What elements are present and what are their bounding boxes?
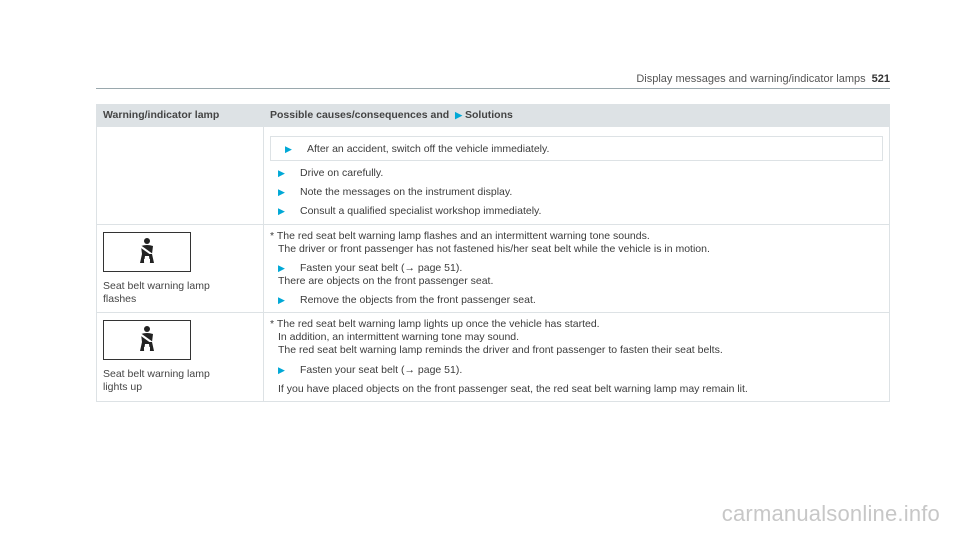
header-divider xyxy=(96,88,890,89)
bullet-text: Drive on carefully. xyxy=(300,167,384,180)
play-arrow-icon: ▶ xyxy=(278,295,285,305)
list-item xyxy=(270,186,883,199)
list-item xyxy=(270,167,883,180)
play-arrow-icon: ▶ xyxy=(278,262,285,273)
cause-text: * The red seat belt warning lamp lights up once the vehicle has started. xyxy=(270,318,600,331)
page-reference[interactable]: page 51). xyxy=(417,363,463,376)
lamp-label-line: Seat belt warning lamp xyxy=(103,368,210,381)
cause-text: In addition, an intermittent warning tone may sound. xyxy=(278,331,520,344)
lamp-cell xyxy=(97,313,264,402)
play-arrow-icon: ▶ xyxy=(285,144,292,155)
table-row xyxy=(97,313,890,402)
list-item xyxy=(270,364,883,377)
col-header-suffix: Solutions xyxy=(465,109,513,121)
table-row xyxy=(97,224,890,313)
bullet-text: Remove the objects from the front passenger seat. xyxy=(300,294,536,306)
play-arrow-icon: ▶ xyxy=(278,187,285,198)
reference-arrow-icon: → xyxy=(404,261,418,274)
running-header xyxy=(636,73,890,87)
solutions-cell xyxy=(264,127,890,224)
cause-text: If you have placed objects on the front passenger seat, the red seat belt warning lamp may remain lit. xyxy=(278,382,748,395)
bullet-text: Note the messages on the instrument display. xyxy=(300,186,513,199)
lamp-label xyxy=(103,280,257,306)
lamp-cell-empty xyxy=(97,127,264,224)
lamp-label-line: lights up xyxy=(103,381,143,394)
col-header-lamp: Warning/indicator lamp xyxy=(97,105,264,127)
warning-lamp-table xyxy=(96,104,890,402)
play-arrow-icon: ▶ xyxy=(278,364,285,375)
lamp-label-line: Seat belt warning lamp xyxy=(103,279,210,292)
page-reference[interactable]: page 51). xyxy=(417,261,463,274)
cause-text: * The red seat belt warning lamp flashes and an intermittent warning tone sounds. xyxy=(270,229,650,242)
list-item xyxy=(270,205,883,218)
lamp-label xyxy=(103,368,257,394)
play-arrow-icon: ▶ xyxy=(278,206,285,217)
play-arrow-icon: ▶ xyxy=(455,110,463,120)
cause-text: The driver or front passenger has not fastened his/her seat belt while the vehicle is in motion. xyxy=(278,242,710,255)
col-header-prefix: Possible causes/consequences and xyxy=(270,109,450,121)
bullet-text: Fasten your seat belt ( xyxy=(300,261,405,274)
cause-text: There are objects on the front passenger seat. xyxy=(278,274,494,287)
header-title: Display messages and warning/indicator lamps xyxy=(636,73,866,85)
solutions-cell xyxy=(264,224,890,313)
solutions-cell xyxy=(264,313,890,402)
table-header-row xyxy=(97,105,890,127)
watermark-text: carmanualsonline.info xyxy=(721,500,940,526)
bullet-text: Fasten your seat belt ( xyxy=(300,363,405,376)
list-item xyxy=(270,262,883,275)
list-item xyxy=(270,294,883,307)
seatbelt-warning-icon xyxy=(103,232,191,272)
boxed-instruction xyxy=(270,136,883,161)
cause-text: The red seat belt warning lamp reminds the driver and front passenger to fasten their seat belts. xyxy=(278,344,723,357)
reference-arrow-icon: → xyxy=(404,363,418,376)
play-arrow-icon: ▶ xyxy=(278,168,285,179)
bullet-text: Consult a qualified specialist workshop immediately. xyxy=(300,205,542,218)
col-header-solutions xyxy=(264,105,890,127)
lamp-label-line: flashes xyxy=(103,292,137,305)
boxed-text: After an accident, switch off the vehicle immediately. xyxy=(307,143,550,156)
seatbelt-warning-icon xyxy=(103,320,191,360)
table-row xyxy=(97,127,890,224)
page-number: 521 xyxy=(871,73,890,85)
lamp-cell xyxy=(97,224,264,313)
